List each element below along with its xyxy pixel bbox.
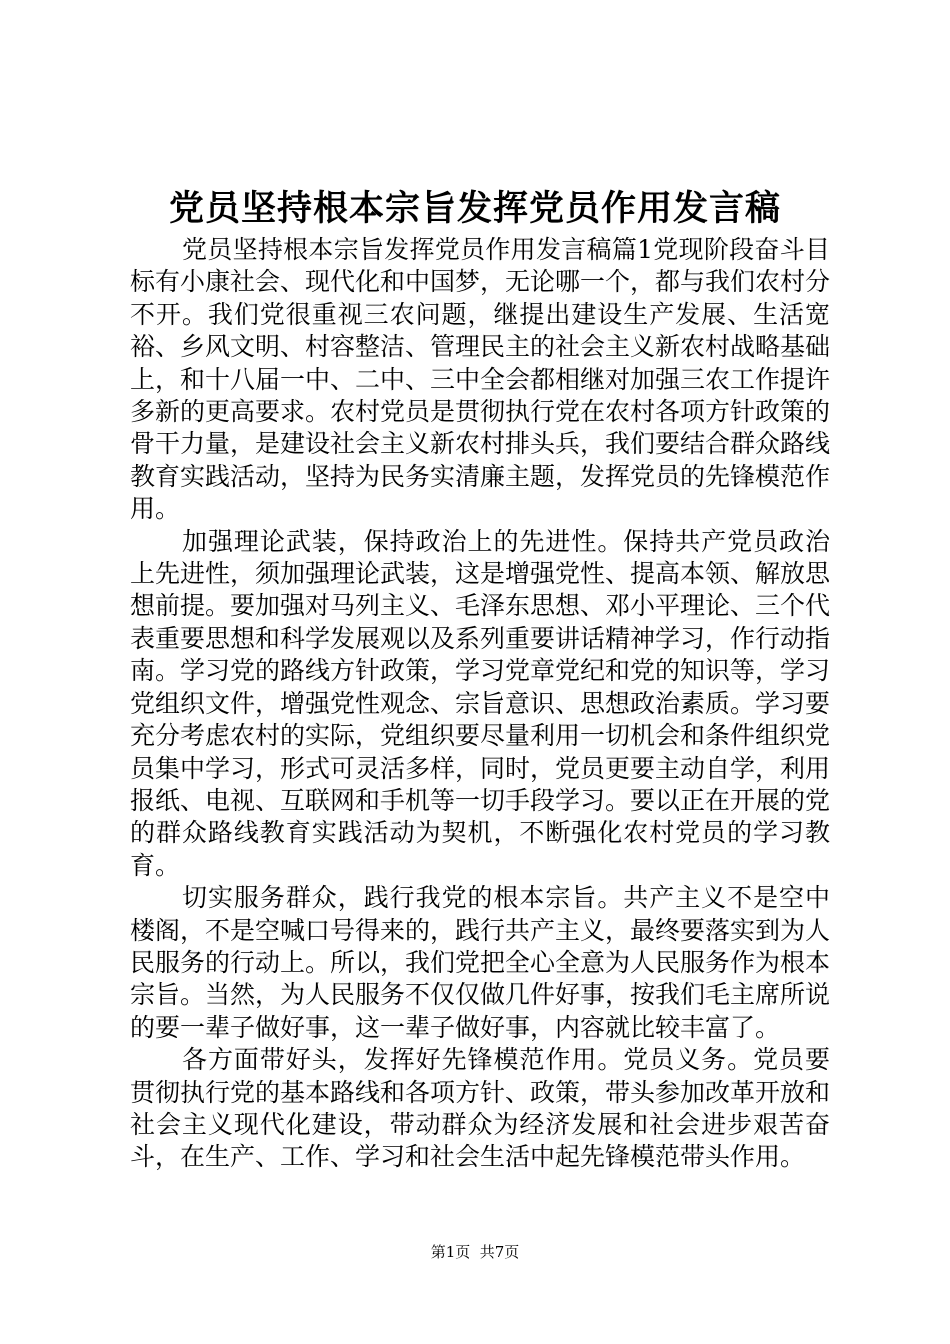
paragraph-2: 加强理论武装，保持政治上的先进性。保持共产党员政治上先进性，须加强理论武装，这是增强党性、提高本领、解放思想前提。要加强对马列主义、毛泽东思想、邓小平理论、三个代表重要思想和科学发展观以及系列重要讲话精神学习，作行动指南。学习党的路线方针政策，学习党章党纪和党的知识等，学习党组织文件，增强党性观念、宗旨意识、思想政治素质。学习要充分考虑农村的实际，党组织要尽量利用一切机会和条件组织党员集中学习，形式可灵活多样，同时，党员更要主动自学，利用报纸、电视、互联网和手机等一切手段学习。要以正在开展的党的群众路线教育实践活动为契机，不断强化农村党员的学习教育。 — [130, 526, 831, 880]
document-body — [130, 234, 830, 1174]
paragraph-3: 切实服务群众，践行我党的根本宗旨。共产主义不是空中楼阁，不是空喊口号得来的，践行共产主义，最终要落实到为人民服务的行动上。所以，我们党把全心全意为人民服务作为根本宗旨。当然，为人民服务不仅仅做几件好事，按我们毛主席所说的要一辈子做好事，这一辈子做好事，内容就比较丰富了。 — [130, 883, 831, 1042]
page-footer — [0, 1242, 950, 1262]
paragraph-4: 各方面带好头，发挥好先锋模范作用。党员义务。党员要贯彻执行党的基本路线和各项方针、政策，带头参加改革开放和社会主义现代化建设，带动群众为经济发展和社会进步艰苦奋斗，在生产、工作、学习和社会生活中起先锋模范带头作用。 — [130, 1045, 831, 1172]
document-title: 党员坚持根本宗旨发挥党员作用发言稿 — [168, 188, 781, 229]
paragraph-1: 党员坚持根本宗旨发挥党员作用发言稿篇1党现阶段奋斗目标有小康社会、现代化和中国梦，无论哪一个，都与我们农村分不开。我们党很重视三农问题，继提出建设生产发展、生活宽裕、乡风文明、村容整洁、管理民主的社会主义新农村战略基础上，和十八届一中、二中、三中全会都相继对加强三农工作提许多新的更高要求。农村党员是贯彻执行党在农村各项方针政策的骨干力量，是建设社会主义新农村排头兵，我们要结合群众路线教育实践活动，坚持为民务实清廉主题，发挥党员的先锋模范作用。 — [130, 235, 831, 524]
page-indicator: 第1页 共7页 — [430, 1243, 520, 1261]
